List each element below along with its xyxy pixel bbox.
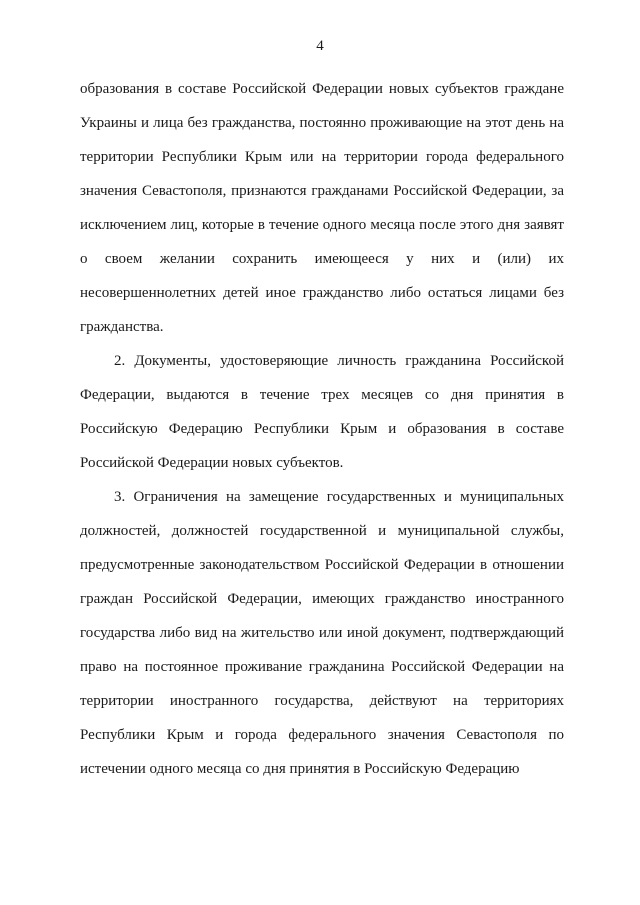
document-body xyxy=(80,72,564,786)
page-number: 4 xyxy=(316,38,324,54)
paragraph-2: 2. Документы, удостоверяющие личность гражданина Российской Федерации, выдаются в течение трех месяцев со дня принятия в Российскую Федерацию Республики Крым и образования в составе Российской Федерации новых субъектов. xyxy=(80,353,564,471)
paragraph-continuation: образования в составе Российской Федерации новых субъектов граждане Украины и лица без гражданства, постоянно проживающие на этот день на территории Республики Крым или на территории города федерального значения Севастополя, признаются гражданами Российской Федерации, за исключением лиц, которые в течение одного месяца после этого дня заявят о своем желании сохранить имеющееся у них и (или) их несовершеннолетних детей иное гражданство либо остаться лицами без гражданства. xyxy=(80,81,564,335)
paragraph-3: 3. Ограничения на замещение государственных и муниципальных должностей, должностей государственной и муниципальной службы, предусмотренные законодательством Российской Федерации в отношении граждан Российской Федерации, имеющих гражданство иностранного государства либо вид на жительство или иной документ, подтверждающий право на постоянное проживание гражданина Российской Федерации на территории иностранного государства, действуют на территориях Республики Крым и города федерального значения Севастополя по истечении одного месяца со дня принятия в Российскую Федерацию xyxy=(80,489,564,777)
